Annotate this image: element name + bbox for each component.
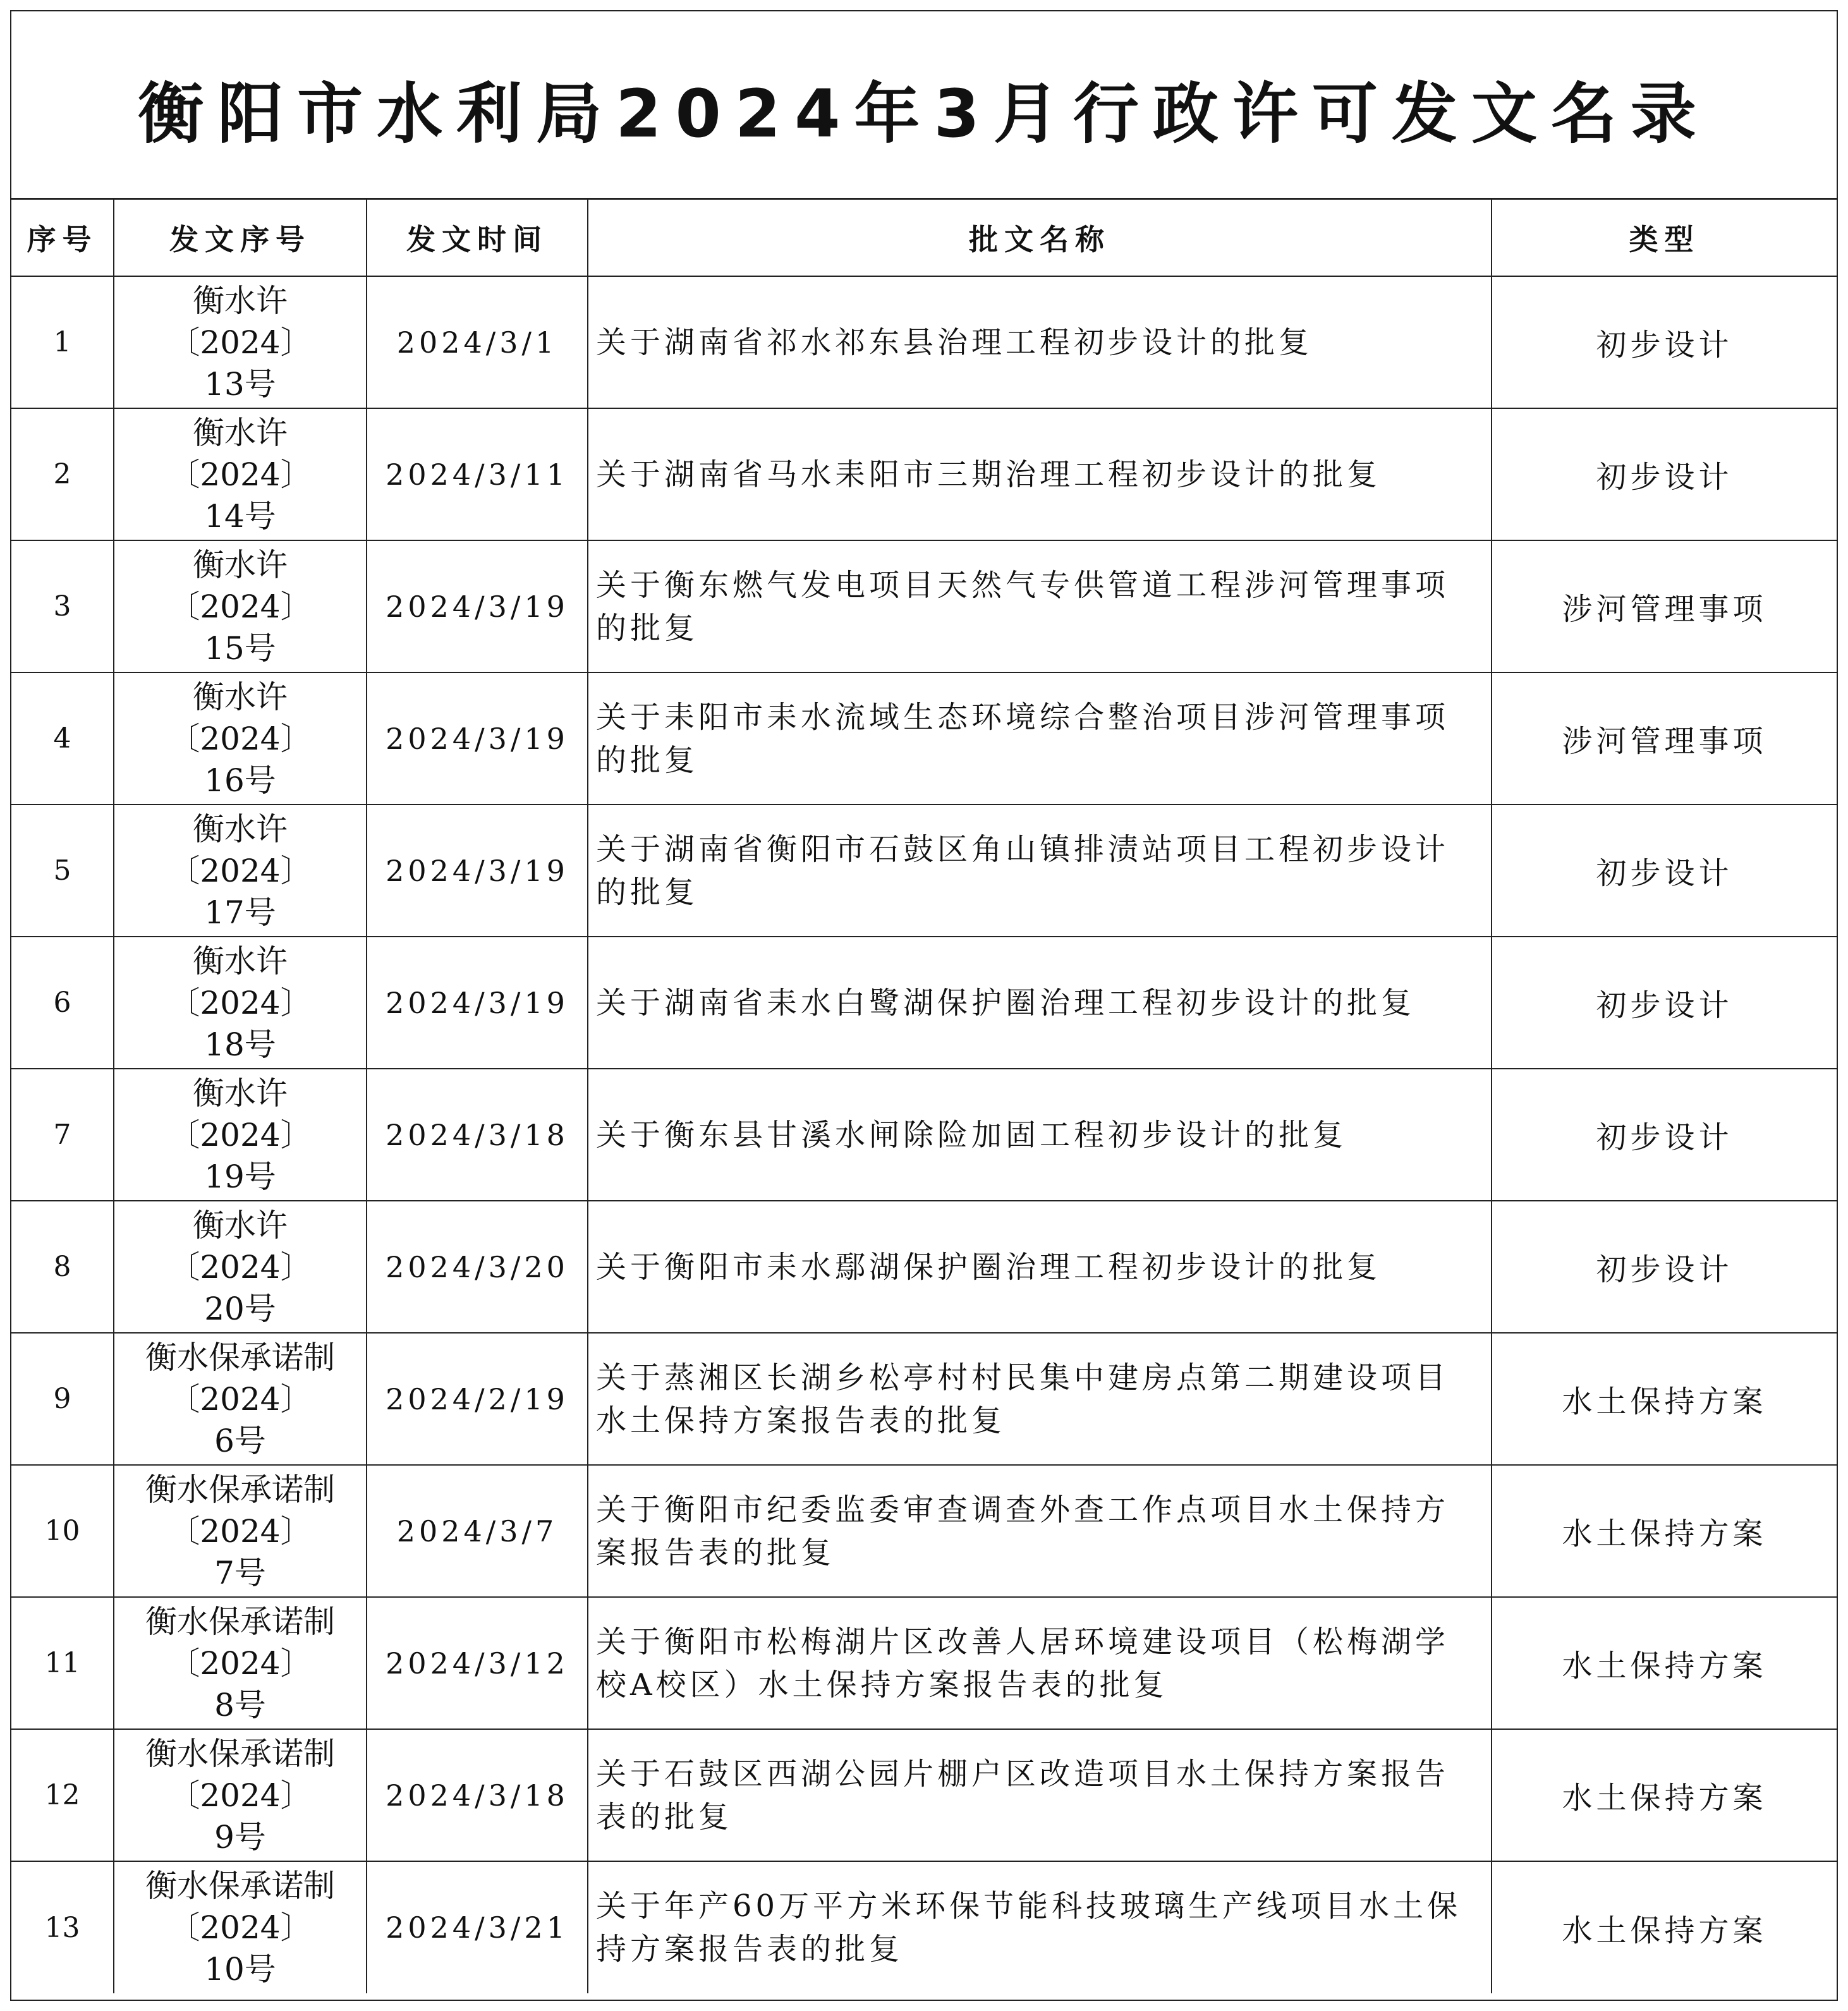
doc-prefix: 衡水许	[193, 282, 288, 319]
cell-seq: 3	[11, 540, 114, 672]
cell-date: 2024/3/18	[367, 1729, 588, 1861]
cell-doc-no	[114, 1861, 367, 1993]
table-row	[11, 805, 1837, 937]
doc-prefix: 衡水保承诺制	[145, 1603, 335, 1640]
header-name: 批文名称	[588, 200, 1492, 276]
cell-seq: 11	[11, 1597, 114, 1729]
table-row	[11, 672, 1837, 805]
cell-date: 2024/3/21	[367, 1861, 588, 1993]
table-row	[11, 937, 1837, 1069]
cell-doc-no	[114, 1597, 367, 1729]
doc-prefix: 衡水许	[193, 414, 288, 451]
permit-table	[11, 200, 1837, 1993]
cell-name: 关于衡阳市耒水鄢湖保护圈治理工程初步设计的批复	[588, 1201, 1492, 1333]
cell-doc-no	[114, 937, 367, 1069]
table-row	[11, 1465, 1837, 1597]
table-row	[11, 540, 1837, 672]
cell-seq: 7	[11, 1069, 114, 1201]
doc-prefix: 衡水保承诺制	[145, 1735, 335, 1772]
doc-num: 14号	[204, 497, 276, 535]
table-header-row	[11, 200, 1837, 276]
cell-name: 关于湖南省祁水祁东县治理工程初步设计的批复	[588, 276, 1492, 408]
cell-date: 2024/3/19	[367, 805, 588, 937]
cell-date: 2024/2/19	[367, 1333, 588, 1465]
cell-type: 涉河管理事项	[1492, 540, 1837, 672]
doc-year: 〔2024〕	[168, 720, 312, 757]
cell-name: 关于湖南省马水耒阳市三期治理工程初步设计的批复	[588, 408, 1492, 540]
page-title: 衡阳市水利局2024年3月行政许可发文名录	[138, 75, 1710, 152]
doc-prefix: 衡水许	[193, 546, 288, 583]
cell-type: 水土保持方案	[1492, 1729, 1837, 1861]
doc-num: 16号	[204, 762, 276, 799]
cell-date: 2024/3/19	[367, 672, 588, 805]
cell-seq: 1	[11, 276, 114, 408]
doc-num: 18号	[204, 1026, 276, 1063]
cell-name: 关于衡东燃气发电项目天然气专供管道工程涉河管理事项的批复	[588, 540, 1492, 672]
table-row	[11, 408, 1837, 540]
header-seq: 序号	[11, 200, 114, 276]
cell-doc-no	[114, 672, 367, 805]
cell-type: 水土保持方案	[1492, 1333, 1837, 1465]
cell-date: 2024/3/19	[367, 540, 588, 672]
cell-type: 水土保持方案	[1492, 1465, 1837, 1597]
cell-doc-no	[114, 1201, 367, 1333]
table-row	[11, 1333, 1837, 1465]
doc-year: 〔2024〕	[168, 984, 312, 1021]
doc-year: 〔2024〕	[168, 1909, 312, 1946]
cell-type: 初步设计	[1492, 276, 1837, 408]
cell-doc-no	[114, 408, 367, 540]
header-date: 发文时间	[367, 200, 588, 276]
doc-num: 17号	[204, 894, 276, 931]
cell-name: 关于衡阳市松梅湖片区改善人居环境建设项目（松梅湖学校A校区）水土保持方案报告表的批复	[588, 1597, 1492, 1729]
doc-year: 〔2024〕	[168, 1248, 312, 1285]
table-row	[11, 1201, 1837, 1333]
doc-num: 13号	[204, 365, 276, 403]
doc-year: 〔2024〕	[168, 1777, 312, 1814]
doc-year: 〔2024〕	[168, 456, 312, 493]
cell-doc-no	[114, 1069, 367, 1201]
doc-prefix: 衡水许	[193, 678, 288, 715]
cell-date: 2024/3/7	[367, 1465, 588, 1597]
title-row	[11, 11, 1837, 200]
cell-type: 水土保持方案	[1492, 1597, 1837, 1729]
doc-year: 〔2024〕	[168, 852, 312, 889]
doc-num: 9号	[214, 1818, 266, 1856]
cell-doc-no	[114, 805, 367, 937]
cell-date: 2024/3/20	[367, 1201, 588, 1333]
doc-year: 〔2024〕	[168, 324, 312, 361]
cell-seq: 12	[11, 1729, 114, 1861]
cell-name: 关于石鼓区西湖公园片棚户区改造项目水土保持方案报告表的批复	[588, 1729, 1492, 1861]
cell-type: 初步设计	[1492, 805, 1837, 937]
cell-type: 水土保持方案	[1492, 1861, 1837, 1993]
doc-prefix: 衡水保承诺制	[145, 1471, 335, 1508]
cell-name: 关于湖南省耒水白鹭湖保护圈治理工程初步设计的批复	[588, 937, 1492, 1069]
cell-date: 2024/3/19	[367, 937, 588, 1069]
table-row	[11, 1729, 1837, 1861]
table-row	[11, 1069, 1837, 1201]
cell-doc-no	[114, 1333, 367, 1465]
cell-name: 关于蒸湘区长湖乡松亭村村民集中建房点第二期建设项目水土保持方案报告表的批复	[588, 1333, 1492, 1465]
cell-doc-no	[114, 1465, 367, 1597]
cell-doc-no	[114, 276, 367, 408]
cell-type: 涉河管理事项	[1492, 672, 1837, 805]
doc-num: 19号	[204, 1158, 276, 1195]
doc-num: 15号	[204, 629, 276, 667]
doc-year: 〔2024〕	[168, 588, 312, 625]
doc-num: 10号	[204, 1951, 276, 1988]
table-row	[11, 1597, 1837, 1729]
cell-name: 关于年产60万平方米环保节能科技玻璃生产线项目水土保持方案报告表的批复	[588, 1861, 1492, 1993]
doc-num: 20号	[204, 1290, 276, 1327]
header-type: 类型	[1492, 200, 1837, 276]
cell-type: 初步设计	[1492, 1201, 1837, 1333]
doc-year: 〔2024〕	[168, 1644, 312, 1682]
cell-seq: 5	[11, 805, 114, 937]
doc-num: 8号	[214, 1686, 266, 1723]
cell-name: 关于衡阳市纪委监委审查调查外查工作点项目水土保持方案报告表的批复	[588, 1465, 1492, 1597]
doc-prefix: 衡水保承诺制	[145, 1339, 335, 1376]
doc-year: 〔2024〕	[168, 1116, 312, 1153]
cell-type: 初步设计	[1492, 408, 1837, 540]
cell-seq: 6	[11, 937, 114, 1069]
table-row	[11, 276, 1837, 408]
table-row	[11, 1861, 1837, 1993]
cell-name: 关于耒阳市耒水流域生态环境综合整治项目涉河管理事项的批复	[588, 672, 1492, 805]
doc-prefix: 衡水保承诺制	[145, 1868, 335, 1904]
cell-seq: 8	[11, 1201, 114, 1333]
cell-seq: 13	[11, 1861, 114, 1993]
cell-seq: 9	[11, 1333, 114, 1465]
doc-num: 6号	[214, 1422, 266, 1459]
doc-prefix: 衡水许	[193, 1074, 288, 1112]
cell-date: 2024/3/1	[367, 276, 588, 408]
cell-seq: 10	[11, 1465, 114, 1597]
cell-date: 2024/3/12	[367, 1597, 588, 1729]
cell-date: 2024/3/18	[367, 1069, 588, 1201]
doc-year: 〔2024〕	[168, 1512, 312, 1550]
cell-seq: 2	[11, 408, 114, 540]
doc-prefix: 衡水许	[193, 1206, 288, 1244]
document-sheet	[10, 10, 1838, 2001]
cell-date: 2024/3/11	[367, 408, 588, 540]
cell-type: 初步设计	[1492, 937, 1837, 1069]
cell-doc-no	[114, 540, 367, 672]
header-doc-no: 发文序号	[114, 200, 367, 276]
cell-name: 关于湖南省衡阳市石鼓区角山镇排渍站项目工程初步设计的批复	[588, 805, 1492, 937]
doc-prefix: 衡水许	[193, 810, 288, 848]
cell-seq: 4	[11, 672, 114, 805]
cell-doc-no	[114, 1729, 367, 1861]
doc-year: 〔2024〕	[168, 1380, 312, 1418]
cell-type: 初步设计	[1492, 1069, 1837, 1201]
doc-num: 7号	[214, 1554, 266, 1591]
doc-prefix: 衡水许	[193, 942, 288, 980]
cell-name: 关于衡东县甘溪水闸除险加固工程初步设计的批复	[588, 1069, 1492, 1201]
